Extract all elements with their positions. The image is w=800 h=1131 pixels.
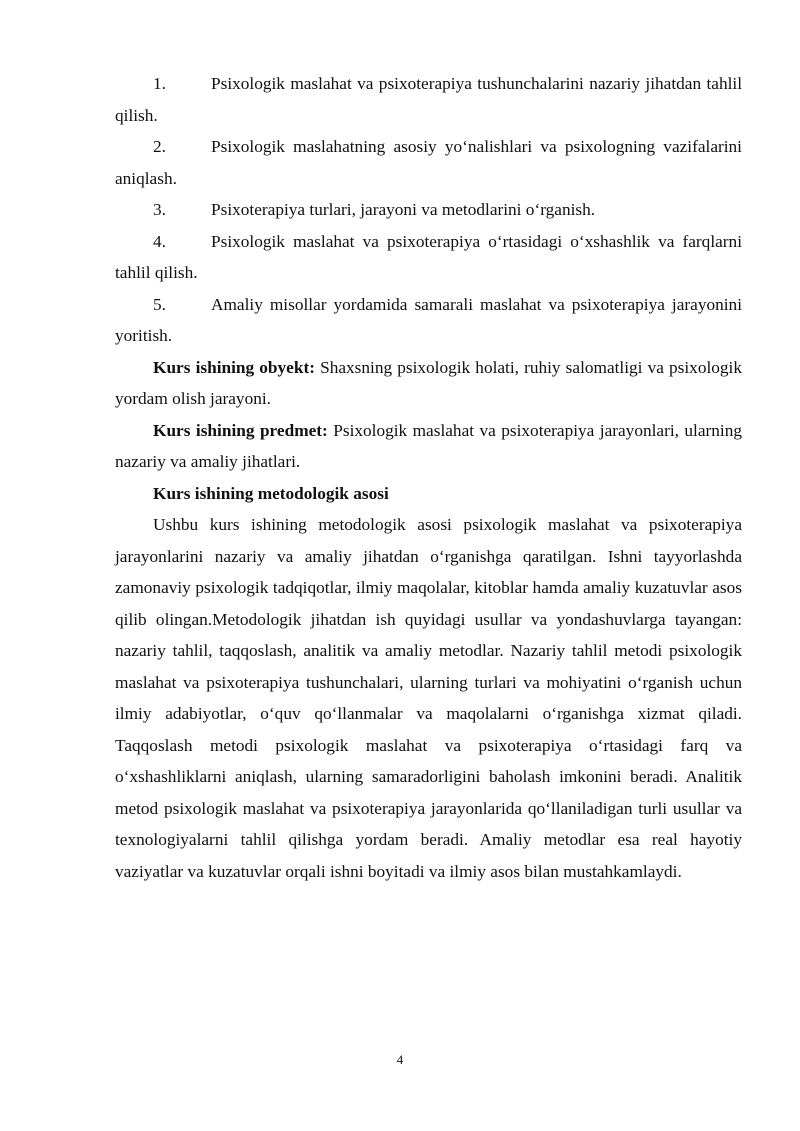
subject-label: Kurs ishining predmet: [153,420,328,440]
list-item-5 [115,289,742,352]
object-label: Kurs ishining obyekt: [153,357,315,377]
object-text: Shaxsning psixologik holati, ruhiy salomatligi va psixologik yordam olish jarayoni. [115,357,742,408]
object-paragraph [115,352,742,415]
list-item-2 [115,131,742,194]
list-text: Psixologik maslahat va psixoterapiya o‘rtasidagi o‘xshashlik va farqlarni tahlil qilish. [115,231,742,282]
methodology-paragraph: Ushbu kurs ishining metodologik asosi psixologik maslahat va psixoterapiya jarayonlarini nazariy va amaliy jihatdan o‘rganishga qaratilgan. Ishni tayyorlashda zamonaviy psixologik tadqiqotlar, ilmiy maqolalar, kitoblar hamda amaliy kuzatuvlar asos qilib olingan.Metodologik jihatdan ish quyidagi usullar va yondashuvlarga tayangan: nazariy tahlil, taqqoslash, analitik va amaliy metodlar. Nazariy tahlil metodi psixologik maslahat va psixoterapiya tushunchalari, ularning turlari va mohiyatini o‘rganish uchun ilmiy adabiyotlar, o‘quv qo‘llanmalar va maqolalarni o‘rganishga xizmat qiladi. Taqqoslash metodi psixologik maslahat va psixoterapiya o‘rtasidagi farq va o‘xshashliklarni aniqlash, ularning samaradorligini baholash imkonini beradi. Analitik metod psixologik maslahat va psixoterapiya jarayonlarida qo‘llaniladigan turli usullar va texnologiyalarni tahlil qilishga yordam beradi. Amaliy metodlar esa real hayotiy vaziyatlar va kuzatuvlar orqali ishni boyitadi va ilmiy asos bilan mustahkamlaydi. [115,515,742,881]
list-text: Amaliy misollar yordamida samarali maslahat va psixoterapiya jarayonini yoritish. [115,294,742,345]
list-text: Psixologik maslahatning asosiy yo‘nalishlari va psixologning vazifalarini aniqlash. [115,137,742,188]
subject-text: Psixologik maslahat va psixoterapiya jarayonlari, ularning nazariy va amaliy jihatlari. [115,420,742,471]
methodology-heading: Kurs ishining metodologik asosi [153,483,389,503]
list-item-1 [115,68,742,131]
list-number: 5. [153,294,166,314]
list-number: 1. [153,74,166,93]
list-number: 2. [153,137,166,156]
document-page [115,68,742,887]
list-item-3 [115,194,742,226]
list-item-4 [115,226,742,289]
subject-paragraph [115,415,742,478]
list-number: 4. [153,231,166,251]
list-number: 3. [153,200,166,219]
page-number: 4 [396,1052,404,1067]
list-text: Psixologik maslahat va psixoterapiya tushunchalarini nazariy jihatdan tahlil qilish. [115,74,742,125]
list-text: Psixoterapiya turlari, jarayoni va metodlarini o‘rganish. [211,200,596,219]
